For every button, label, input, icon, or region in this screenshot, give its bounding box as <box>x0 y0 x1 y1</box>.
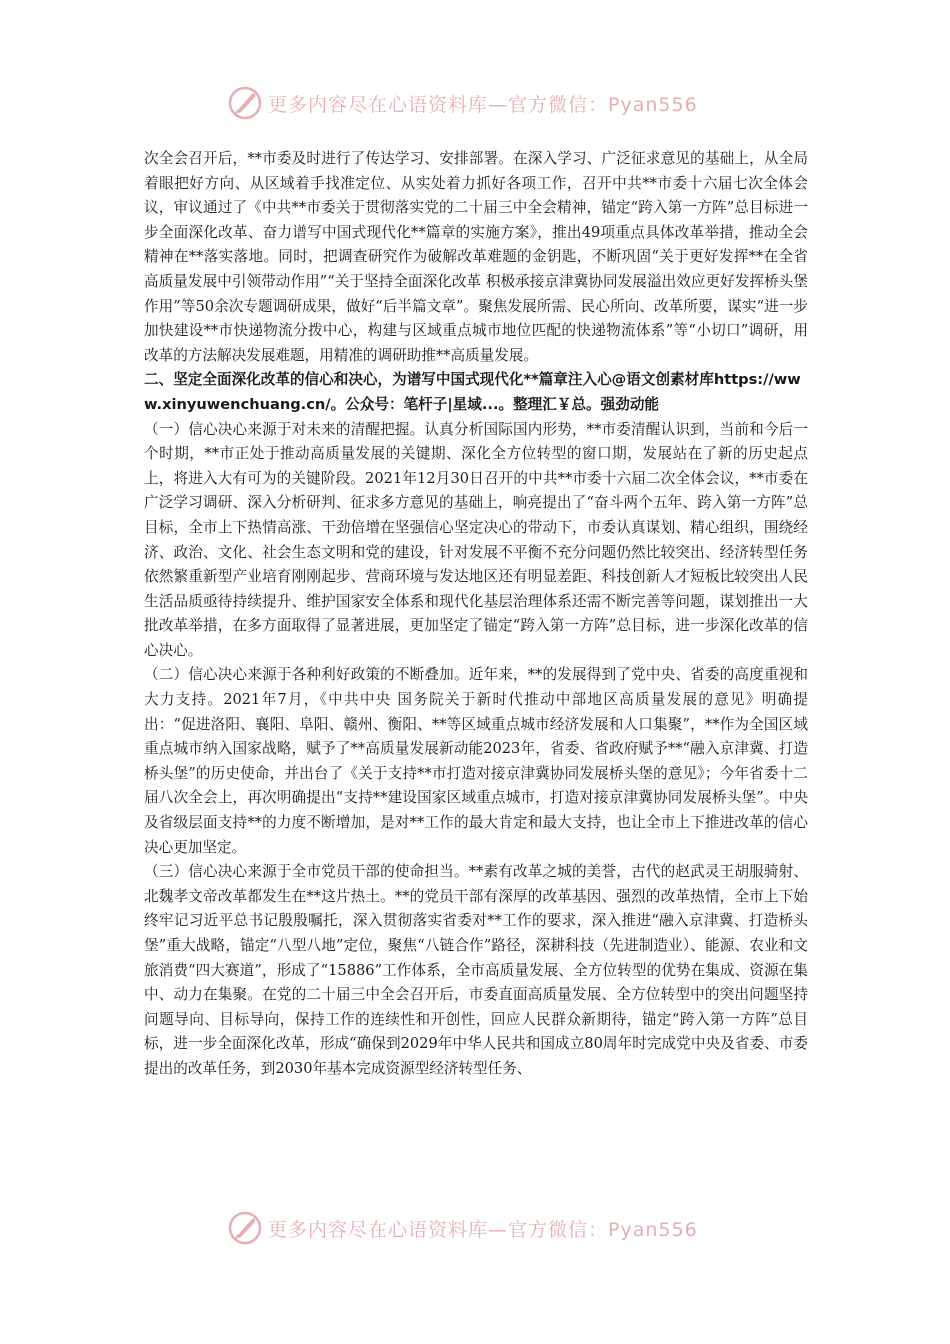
paragraph-3: （二）信心决心来源于各种利好政策的不断叠加。近年来，**的发展得到了党中央、省委的高度重视和大力支持。2021年7月，《中共中央 国务院关于新时代推动中部地区高质量发展的意见》明确提出：“促进洛阳、襄阳、阜阳、赣州、衡阳、**等区域重点城市经济发展和人口集聚”，**作为全国区域重点城市纳入国家战略，赋予了**高质量发展新动能2023年，省委、省政府赋予**“融入京津冀、打造桥头堡”的历史使命，并出台了《关于支持**市打造对接京津冀协同发展桥头堡的意见》；今年省委十二届八次全会上，再次明确提出“支持**建设国家区域重点城市，打造对接京津冀协同发展桥头堡”。中央及省级层面支持**的力度不断增加，是对**工作的最大肯定和最大支持，也让全市上下推进改革的信心决心更加坚定。 <box>144 666 808 856</box>
quill-seal-icon <box>228 1211 262 1245</box>
footer-watermark-banner <box>228 1208 748 1248</box>
section-heading-2: 二、坚定全面深化改革的信心和决心，为谱写中国式现代化**篇章注入心@语文创素材库https://www.xinyuwenchuang.cn/。公众号：笔杆子|星域...。整理汇￥总。强劲动能 <box>144 371 801 413</box>
footer-watermark-text: 更多内容尽在心语资料库—官方微信：Pyan556 <box>268 1218 698 1241</box>
header-watermark-text: 更多内容尽在心语资料库—官方微信：Pyan556 <box>268 93 698 116</box>
document-body <box>144 147 808 1082</box>
header-watermark-banner <box>228 83 748 123</box>
paragraph-1: 次全会召开后，**市委及时进行了传达学习、安排部署。在深入学习、广泛征求意见的基础上，从全局着眼把好方向、从区域着手找准定位、从实处着力抓好各项工作，召开中共**市委十六届七次全体会议，审议通过了《中共**市委关于贯彻落实党的二十届三中全会精神，锚定“跨入第一方阵”总目标进一步全面深化改革、奋力谱写中国式现代化**篇章的实施方案》，推出49项重点具体改革举措，推动全会精神在**落实落地。同时，把调查研究作为破解改革难题的金钥匙，不断巩固“关于更好发挥**在全省高质量发展中引领带动作用”“关于坚持全面深化改革 积极承接京津冀协同发展溢出效应更好发挥桥头堡作用”等50余次专题调研成果，做好“后半篇文章”。聚焦发展所需、民心所向、改革所要，谋实“进一步加快建设**市快递物流分拨中心，构建与区域重点城市地位匹配的快递物流体系”等“小切口”调研，用改革的方法解决发展难题，用精准的调研助推**高质量发展。 <box>144 150 808 364</box>
paragraph-2: （一）信心决心来源于对未来的清醒把握。认真分析国际国内形势，**市委清醒认识到，当前和今后一个时期，**市正处于推动高质量发展的关键期、深化全方位转型的窗口期，发展站在了新的历史起点上，将进入大有可为的关键阶段。2021年12月30日召开的中共**市委十六届二次全体会议，**市委在广泛学习调研、深入分析研判、征求多方意见的基础上，响亮提出了“奋斗两个五年、跨入第一方阵”总目标，全市上下热情高涨、干劲倍增在坚强信心坚定决心的带动下，市委认真谋划、精心组织，围绕经济、政治、文化、社会生态文明和党的建设，针对发展不平衡不充分问题仍然比较突出、经济转型任务依然繁重新型产业培育刚刚起步、营商环境与发达地区还有明显差距、科技创新人才短板比较突出人民生活品质亟待持续提升、维护国家安全体系和现代化基层治理体系还需不断完善等问题，谋划推出一大批改革举措，在多方面取得了显著进展，更加坚定了锚定“跨入第一方阵”总目标，进一步深化改革的信心决心。 <box>144 420 808 659</box>
paragraph-4: （三）信心决心来源于全市党员干部的使命担当。**素有改革之城的美誉，古代的赵武灵王胡服骑射、北魏孝文帝改革都发生在**这片热土。**的党员干部有深厚的改革基因、强烈的改革热情，全市上下始终牢记习近平总书记殷殷嘱托，深入贯彻落实省委对**工作的要求，深入推进“融入京津冀、打造桥头堡”重大战略，锚定“八型八地”定位，聚焦“八链合作”路径，深耕科技（先进制造业）、能源、农业和文旅消费“四大赛道”，形成了“15886”工作体系，全市高质量发展、全方位转型的优势在集成、资源在集中、动力在集聚。在党的二十届三中全会召开后，市委直面高质量发展、全方位转型中的突出问题坚持问题导向、目标导向，保持工作的连续性和开创性，回应人民群众新期待，锚定“跨入第一方阵”总目标，进一步全面深化改革，形成“确保到2029年中华人民共和国成立80周年时完成党中央及省委、市委提出的改革任务，到2030年基本完成资源型经济转型任务、 <box>144 863 808 1077</box>
quill-seal-icon <box>228 86 262 120</box>
